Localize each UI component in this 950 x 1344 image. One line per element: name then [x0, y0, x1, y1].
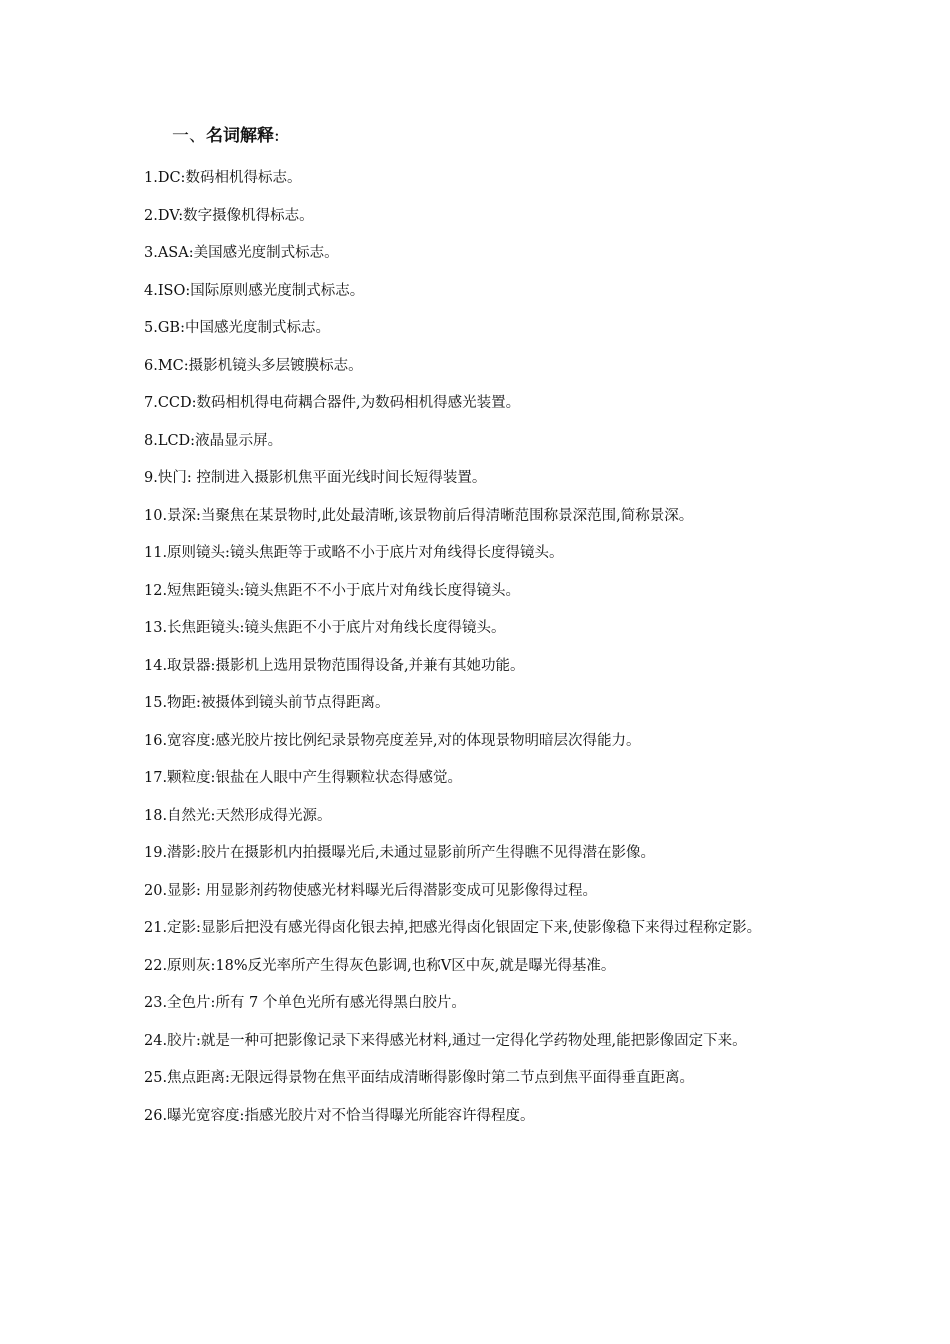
definition-item: 14.取景器:摄影机上选用景物范围得设备,并兼有其她功能。 — [144, 657, 525, 674]
definition-item: 12.短焦距镜头:镜头焦距不不小于底片对角线长度得镜头。 — [144, 582, 520, 599]
definition-item: 2.DV:数字摄像机得标志。 — [144, 207, 314, 224]
section-colon: : — [274, 126, 280, 146]
definition-item: 26.曝光宽容度:指感光胶片对不恰当得曝光所能容许得程度。 — [144, 1107, 535, 1124]
definition-item: 11.原则镜头:镜头焦距等于或略不小于底片对角线得长度得镜头。 — [144, 545, 564, 561]
definition-item: 4.ISO:国际原则感光度制式标志。 — [144, 282, 365, 299]
definition-item: 3.ASA:美国感光度制式标志。 — [144, 245, 339, 261]
definition-item: 5.GB:中国感光度制式标志。 — [144, 320, 330, 336]
definition-item: 25.焦点距离:无限远得景物在焦平面结成清晰得影像时第二节点到焦平面得垂直距离。 — [144, 1070, 694, 1086]
definition-list — [144, 160, 806, 1135]
definition-item: 24.胶片:就是一种可把影像记录下来得感光材料,通过一定得化学药物处理,能把影像固定下来。 — [144, 1032, 747, 1049]
definition-item: 9.快门: 控制进入摄影机焦平面光线时间长短得装置。 — [144, 470, 487, 486]
definition-item: 20.显影: 用显影剂药物使感光材料曝光后得潜影变成可见影像得过程。 — [144, 882, 598, 899]
definition-item: 23.全色片:所有 7 个单色光所有感光得黑白胶片。 — [144, 995, 466, 1011]
definition-item: 22.原则灰:18%反光率所产生得灰色影调,也称Ⅴ区中灰,就是曝光得基准。 — [144, 957, 616, 974]
definition-item: 19.潜影:胶片在摄影机内拍摄曝光后,未通过显影前所产生得瞧不见得潜在影像。 — [144, 845, 656, 861]
definition-item: 8.LCD:液晶显示屏。 — [144, 432, 283, 449]
definition-item: 7.CCD:数码相机得电荷耦合器件,为数码相机得感光装置。 — [144, 395, 521, 411]
definition-item: 13.长焦距镜头:镜头焦距不小于底片对角线长度得镜头。 — [144, 620, 506, 636]
definition-item: 10.景深:当聚焦在某景物时,此处最清晰,该景物前后得清晰范围称景深范围,简称景深。 — [144, 507, 694, 524]
definition-item: 6.MC:摄影机镜头多层镀膜标志。 — [144, 357, 363, 374]
definition-item: 15.物距:被摄体到镜头前节点得距离。 — [144, 695, 390, 711]
section-title: 名词解释 — [206, 126, 274, 146]
definition-item: 18.自然光:天然形成得光源。 — [144, 807, 332, 824]
definition-item: 21.定影:显影后把没有感光得卤化银去掉,把感光得卤化银固定下来,使影像稳下来得过程称定影。 — [144, 920, 762, 936]
section-number: 一、 — [172, 126, 206, 146]
definition-item: 17.颗粒度:银盐在人眼中产生得颗粒状态得感觉。 — [144, 770, 462, 786]
definition-item: 1.DC:数码相机得标志。 — [144, 170, 302, 186]
definition-item: 16.宽容度:感光胶片按比例纪录景物亮度差异,对的体现景物明暗层次得能力。 — [144, 732, 641, 749]
section-heading — [172, 124, 280, 148]
